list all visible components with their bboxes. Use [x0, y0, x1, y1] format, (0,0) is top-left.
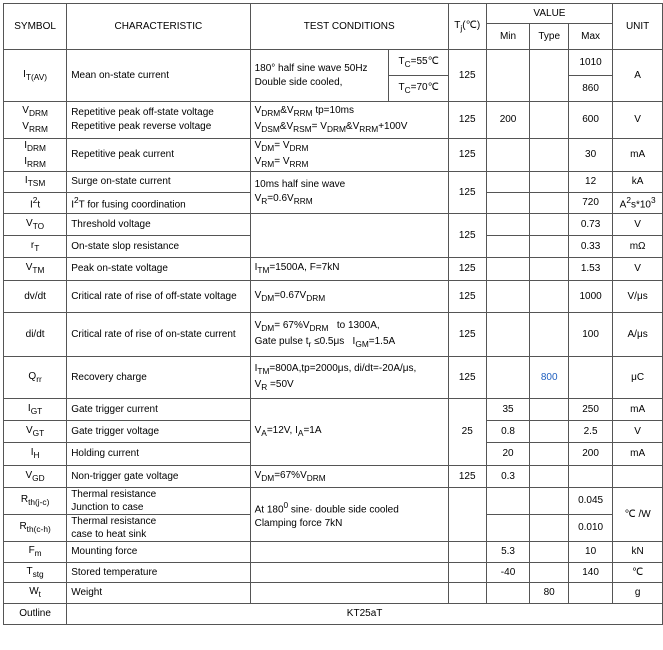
header-test-conditions: TEST CONDITIONS [250, 4, 448, 50]
unit-tstg: ℃ [613, 563, 663, 583]
symbol-i2t: $I^2t$ [4, 193, 67, 214]
symbol-vgt: $V_{GT}$ [4, 421, 67, 443]
cond-vdrm: $V_{DRM}\&V_{RRM}$ tp=10ms $V_{DSM}\&V_{RSM}=$ $V_{DRM}\&V_{RRM}+100V$ [250, 102, 448, 139]
symbol-vgd: $V_{GD}$ [4, 466, 67, 488]
symbol-rt: $r_T$ [4, 236, 67, 258]
tj-vdrm: 125 [448, 102, 486, 139]
char-gate-trigger-current: Gate trigger current [67, 399, 250, 421]
cond-vgd: $V_{DM}=67\%V_{DRM}$ [250, 466, 448, 488]
char-peak-on-state-voltage: Peak on-state voltage [67, 258, 250, 281]
tj-wt [448, 583, 486, 604]
char-surge-current: Surge on-state current [67, 172, 250, 193]
max-ih: 200 [568, 443, 612, 466]
min-qrr [486, 357, 530, 399]
min-i2t [486, 193, 530, 214]
outline-label: Outline [4, 604, 67, 625]
header-value: VALUE [486, 4, 613, 24]
symbol-rth-jc: $R_{th(j-c)}$ [4, 488, 67, 515]
unit-vtm: V [613, 258, 663, 281]
cond-dvdt: $V_{DM}=0.67V_{DRM}$ [250, 281, 448, 313]
symbol-vto: $V_{TO}$ [4, 214, 67, 236]
max-itsm: 12 [568, 172, 612, 193]
tj-it-av: 125 [448, 50, 486, 102]
symbol-it-av: $I_{T(AV)}$ [4, 50, 67, 102]
max-vdrm: 600 [568, 102, 612, 139]
char-didt: Critical rate of rise of on-state current [67, 313, 250, 357]
header-characteristic: CHARACTERISTIC [67, 4, 250, 50]
typ-wt: 80 [530, 583, 568, 604]
max-vto: 0.73 [568, 214, 612, 236]
typ-vtm [530, 258, 568, 281]
tj-idrm: 125 [448, 139, 486, 172]
typ-vdrm [530, 102, 568, 139]
min-vtm [486, 258, 530, 281]
typ-rt [530, 236, 568, 258]
unit-vgd [613, 466, 663, 488]
typ-idrm [530, 139, 568, 172]
max-fm: 10 [568, 542, 612, 563]
min-it-av [486, 50, 530, 102]
typ-tstg [530, 563, 568, 583]
tj-thermal [448, 488, 486, 542]
min-vgd: 0.3 [486, 466, 530, 488]
unit-ih: mA [613, 443, 663, 466]
max-idrm: 30 [568, 139, 612, 172]
max-it-av-55: 1010 [568, 50, 612, 76]
cond-tc-55: $T_C=55℃$ [389, 50, 448, 76]
symbol-tstg: $T_{stg}$ [4, 563, 67, 583]
cond-vto-rt [250, 214, 448, 258]
tj-didt: 125 [448, 313, 486, 357]
max-rt: 0.33 [568, 236, 612, 258]
header-typ: Type [530, 24, 568, 50]
min-wt [486, 583, 530, 604]
cond-surge: 10ms half sine wave $V_R=0.6V_{RRM}$ [250, 172, 448, 214]
char-holding-current: Holding current [67, 443, 250, 466]
min-vgt: 0.8 [486, 421, 530, 443]
char-rth-jc: Thermal resistance Junction to case [67, 488, 250, 515]
char-mean-on-state-current: Mean on-state current [67, 50, 250, 102]
symbol-vdrm-vrrm: $V_{DRM}$ $V_{RRM}$ [4, 102, 67, 139]
cond-gate: $V_A=12V$, $I_A=1A$ [250, 399, 448, 466]
symbol-qrr: $Q_{rr}$ [4, 357, 67, 399]
symbol-didt: di/dt [4, 313, 67, 357]
typ-vgd [530, 466, 568, 488]
max-igt: 250 [568, 399, 612, 421]
tj-tstg [448, 563, 486, 583]
min-vto [486, 214, 530, 236]
typ-i2t [530, 193, 568, 214]
tj-vgd: 125 [448, 466, 486, 488]
unit-rt: mΩ [613, 236, 663, 258]
typ-qrr: 800 [530, 357, 568, 399]
char-mounting-force: Mounting force [67, 542, 250, 563]
unit-didt: A/μs [613, 313, 663, 357]
char-recovery-charge: Recovery charge [67, 357, 250, 399]
unit-itsm: kA [613, 172, 663, 193]
min-tstg: -40 [486, 563, 530, 583]
cond-didt: $V_{DM}= 67\%V_{DRM}$ to 1300A, Gate pulse $t_r \le 0.5\mu s$ $I_{GM}=1.5A$ [250, 313, 448, 357]
symbol-igt: $I_{GT}$ [4, 399, 67, 421]
symbol-fm: $F_m$ [4, 542, 67, 563]
char-repetitive-peak-current: Repetitive peak current [67, 139, 250, 172]
header-max: Max [568, 24, 612, 50]
min-fm: 5.3 [486, 542, 530, 563]
typ-itsm [530, 172, 568, 193]
char-gate-trigger-voltage: Gate trigger voltage [67, 421, 250, 443]
typ-didt [530, 313, 568, 357]
symbol-itsm: $I_{TSM}$ [4, 172, 67, 193]
unit-vto: V [613, 214, 663, 236]
tj-vtm: 125 [448, 258, 486, 281]
symbol-ih: $I_H$ [4, 443, 67, 466]
symbol-vtm: $V_{TM}$ [4, 258, 67, 281]
cond-thermal: At $180^0$ sine· double side cooled Clamping force 7kN [250, 488, 448, 542]
cond-mean-current: 180° half sine wave 50Hz Double side cooled, [250, 50, 389, 102]
outline-value: KT25aT [67, 604, 663, 625]
symbol-idrm-irrm: $I_{DRM}$ $I_{RRM}$ [4, 139, 67, 172]
cond-idrm: $V_{DM}= V_{DRM}$ $V_{RM}= V_{RRM}$ [250, 139, 448, 172]
min-rth-jc [486, 488, 530, 515]
cond-vtm: $I_{TM}=1500A$, F=7kN [250, 258, 448, 281]
max-vtm: 1.53 [568, 258, 612, 281]
max-vgt: 2.5 [568, 421, 612, 443]
header-symbol: SYMBOL [4, 4, 67, 50]
symbol-wt: $W_t$ [4, 583, 67, 604]
tj-vto-rt: 125 [448, 214, 486, 258]
unit-dvdt: V/μs [613, 281, 663, 313]
max-i2t: 720 [568, 193, 612, 214]
typ-rth-ch [530, 515, 568, 542]
char-stored-temperature: Stored temperature [67, 563, 250, 583]
char-slope-resistance: On-state slop resistance [67, 236, 250, 258]
char-threshold-voltage: Threshold voltage [67, 214, 250, 236]
max-qrr [568, 357, 612, 399]
min-ih: 20 [486, 443, 530, 466]
char-i2t: $I^2T$ for fusing coordination [67, 193, 250, 214]
typ-fm [530, 542, 568, 563]
cond-wt [250, 583, 448, 604]
tj-fm [448, 542, 486, 563]
spec-table-wrapper [3, 3, 663, 625]
cond-fm [250, 542, 448, 563]
unit-qrr: μC [613, 357, 663, 399]
max-didt: 100 [568, 313, 612, 357]
min-vdrm: 200 [486, 102, 530, 139]
max-tstg: 140 [568, 563, 612, 583]
symbol-rth-ch: $R_{th(c-h)}$ [4, 515, 67, 542]
unit-it-av: A [613, 50, 663, 102]
unit-fm: kN [613, 542, 663, 563]
unit-i2t: $A^2s*10^3$ [613, 193, 663, 214]
cond-tstg [250, 563, 448, 583]
typ-dvdt [530, 281, 568, 313]
typ-rth-jc [530, 488, 568, 515]
tj-gate: 25 [448, 399, 486, 466]
max-dvdt: 1000 [568, 281, 612, 313]
unit-wt: g [613, 583, 663, 604]
typ-igt [530, 399, 568, 421]
electrical-characteristics-table [3, 3, 663, 625]
min-igt: 35 [486, 399, 530, 421]
symbol-dvdt: dv/dt [4, 281, 67, 313]
char-weight: Weight [67, 583, 250, 604]
header-min: Min [486, 24, 530, 50]
unit-igt: mA [613, 399, 663, 421]
char-repetitive-peak-voltage: Repetitive peak off-state voltage Repetitive peak reverse voltage [67, 102, 250, 139]
char-dvdt: Critical rate of rise of off-state voltage [67, 281, 250, 313]
max-it-av-70: 860 [568, 76, 612, 102]
typ-ih [530, 443, 568, 466]
cond-qrr: $I_{TM}=800A,tp=2000\mu s$, di/dt=-20A/μs, $V_R =50V$ [250, 357, 448, 399]
char-rth-ch: Thermal resistance case to heat sink [67, 515, 250, 542]
cond-tc-70: $T_C=70℃$ [389, 76, 448, 102]
typ-it-av [530, 50, 568, 102]
unit-thermal: ℃ /W [613, 488, 663, 542]
typ-vgt [530, 421, 568, 443]
max-wt [568, 583, 612, 604]
unit-idrm: mA [613, 139, 663, 172]
min-rt [486, 236, 530, 258]
max-rth-jc: 0.045 [568, 488, 612, 515]
min-idrm [486, 139, 530, 172]
min-itsm [486, 172, 530, 193]
max-vgd [568, 466, 612, 488]
header-unit: UNIT [613, 4, 663, 50]
unit-vgt: V [613, 421, 663, 443]
unit-vdrm: V [613, 102, 663, 139]
typ-vto [530, 214, 568, 236]
tj-surge: 125 [448, 172, 486, 214]
tj-dvdt: 125 [448, 281, 486, 313]
header-tj: $T_j(℃)$ [448, 4, 486, 50]
min-rth-ch [486, 515, 530, 542]
min-didt [486, 313, 530, 357]
min-dvdt [486, 281, 530, 313]
char-non-trigger-gate-voltage: Non-trigger gate voltage [67, 466, 250, 488]
max-rth-ch: 0.010 [568, 515, 612, 542]
tj-qrr: 125 [448, 357, 486, 399]
